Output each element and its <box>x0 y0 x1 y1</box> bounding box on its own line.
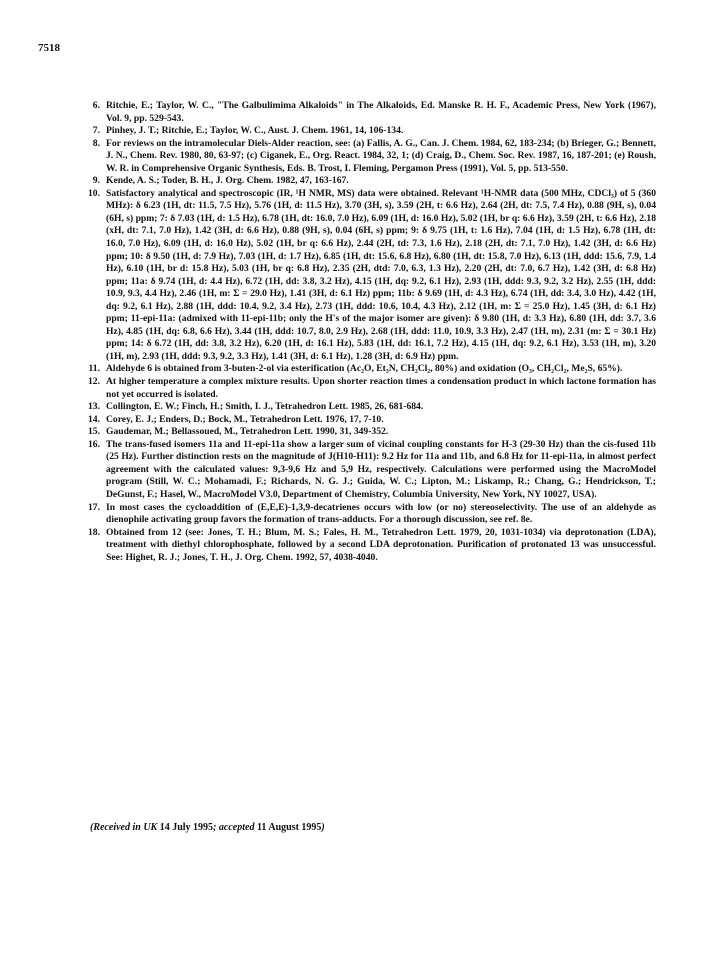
reference-text: Gaudemar, M.; Bellassoued, M., Tetrahedron Lett. 1990, 31, 349-352. <box>106 426 389 438</box>
reference-item <box>82 439 656 502</box>
reference-number: 17. <box>88 501 100 513</box>
reference-item <box>82 125 656 138</box>
reference-item <box>82 502 656 527</box>
reference-number: 14. <box>88 413 100 425</box>
reference-number: 8. <box>92 137 100 149</box>
reference-item <box>82 138 656 176</box>
reference-item <box>82 414 656 427</box>
reference-item <box>82 100 656 125</box>
reference-number: 7. <box>92 125 100 137</box>
reference-number: 10. <box>88 187 100 199</box>
reference-text: Kende, A. S.; Toder, B. H., J. Org. Chem. 1982, 47, 163-167. <box>106 175 349 187</box>
reference-text: Collington, E. W.; Finch, H.; Smith, I. J., Tetrahedron Lett. 1985, 26, 681-684. <box>106 401 424 413</box>
reference-number: 11. <box>88 363 100 375</box>
reference-text: Aldehyde 6 is obtained from 3-buten-2-ol via esterification (Ac₂O, Et₃N, CH₂Cl₂, 80%) and oxidation (O₃, CH₂Cl₂, Me₂S, 65%). <box>106 363 623 375</box>
received-label: Received in UK <box>93 822 158 833</box>
reference-item <box>82 527 656 565</box>
reference-number: 16. <box>88 438 100 450</box>
reference-text: Ritchie, E.; Taylor, W. C., "The Galbulimima Alkaloids" in The Alkaloids, Ed. Manske R. H. F., Academic Press, New York (1967), Vol. 9, pp. 529-543. <box>106 100 656 124</box>
reference-item <box>82 426 656 439</box>
reference-item <box>82 363 656 376</box>
reference-text: In most cases the cycloaddition of (E,E,E)-1,3,9-decatrienes occurs with low (or no) stereoselectivity. The use of an aldehyde as dienophile activating group favors the formation of trans-adducts. For a thorough discussion, see ref. 8e. <box>106 501 656 526</box>
page-number: 7518 <box>38 42 60 54</box>
reference-number: 15. <box>88 426 100 438</box>
reference-number: 12. <box>88 376 100 388</box>
reference-number: 13. <box>88 401 100 413</box>
received-accepted-note: (Received in UK 14 July 1995; accepted 11 August 1995) <box>90 822 325 833</box>
reference-number: 18. <box>88 526 100 538</box>
reference-text: Pinhey, J. T.; Ritchie, E.; Taylor, W. C., Aust. J. Chem. 1961, 14, 106-134. <box>106 125 404 137</box>
reference-number: 6. <box>92 100 100 111</box>
accepted-label: accepted <box>218 822 255 833</box>
reference-text: Satisfactory analytical and spectroscopic (IR, ¹H NMR, MS) data were obtained. Relevant ¹H-NMR data (500 MHz, CDCl₃) of 5 (360 MHz): δ 6.23 (1H, dt: 11.5, 7.5 Hz), 5.76 (1H, d: 11.5 Hz), 3.70 (3H, s), 3.59 (2H, t: 6.6 Hz), 2.64 (2H, dt: 7.5, 7.4 Hz), 0.88 (9H, s), 0.04 (6H, s) ppm; 7: δ 7.03 (1H, d: 1.5 Hz), 6.78 (1H, dt: 16.0, 7.0 Hz), 6.09 (1H, d: 16.0 Hz), 5.02 (1H, br q: 6.6 Hz), 3.59 (2H, t: 6.6 Hz), 2.18 (xH, dt: 7.1, 7.0 Hz), 1.42 (3H, d: 6.6 Hz), 0.88 (9H, s), 0.04 (6H, s) ppm; 9: δ 9.75 (1H, t: 1.6 Hz), 7.04 (1H, d: 1.5 Hz), 6.78 (1H, dt: 16.0, 7.0 Hz), 6.09 (1H, d: 16.0 Hz), 5.02 (1H, br q: 6.6 Hz), 2.44 (2H, td: 7.3, 1.6 Hz), 2.18 (2H, dt: 7.1, 7.0 Hz), 1.42 (3H, d: 6.6 Hz) ppm; 10: δ 9.50 (1H, d: 7.9 Hz), 7.03 (1H, d: 1.7 Hz), 6.85 (1H, dt: 15.6, 6.8 Hz), 6.80 (1H, dt: 15.8, 7.0 Hz), 6.13 (1H, ddd: 15.6, 7.9, 1.4 Hz), 6.10 (1H, br d: 15.8 Hz), 5.03 (1H, br q: 6.8 Hz), 2.35 (2H, dtd: 7.0, 6.3, 1.3 Hz), 2.20 (2H, dt: 7.0, 6.7 Hz), 1.42 (3H, d: 6.8 Hz) ppm; 11a: δ 9.74 (1H, d: 4.4 Hz), 6.72 (1H, dd: 3.8, 3.2 Hz), 4.15 (1H, dq: 9.2, 6.1 Hz), 2.93 (1H, ddd: 9.3, 9.2, 3.2 Hz), 2.55 (1H, ddd: 10.9, 9.3, 4.4 Hz), 2.46 (1H, m: Σ = 29.0 Hz), 1.41 (3H, d: 6.1 Hz) ppm; 11b: δ 9.69 (1H, d: 4.3 Hz), 6.74 (1H, dd: 3.4, 3.0 Hz), 4.42 (1H, dq: 9.2, 6.1 Hz), 2.88 (1H, ddd: 10.4, 9.2, 3.4 Hz), 2.73 (1H, ddd: 10.6, 10.4, 4.3 Hz), 2.12 (1H, m: Σ = 25.0 Hz), 1.45 (3H, d: 6.1 Hz) ppm; 11-epi-11a: (admixed with 11-epi-11b; only the H's of the major isomer are given): δ 9.80 (1H, d: 3.3 Hz), 6.80 (1H, dd: 3.7, 3.6 Hz), 4.85 (1H, dq: 6.8, 6.6 Hz), 3.44 (1H, ddd: 10.7, 8.0, 2.9 Hz), 2.68 (1H, ddd: 11.0, 10.9, 3.3 Hz), 2.47 (1H, m), 2.31 (m: Σ = 30.1 Hz) ppm; 14: δ 6.72 (1H, dd: 3.8, 3.2 Hz), 6.20 (1H, d: 16.1 Hz), 5.83 (1H, dd: 16.1, 7.2 Hz), 4.15 (1H, dq: 9.2, 6.1 Hz), 3.53 (1H, m), 3.20 (1H, m), 2.93 (1H, ddd: 9.3, 9.2, 3.3 Hz), 1.41 (3H, d: 6.1 Hz), 1.28 (3H, d: 6.9 Hz) ppm. <box>106 187 656 362</box>
reference-list <box>82 100 656 564</box>
reference-text: Obtained from 12 (see: Jones, T. H.; Blum, M. S.; Fales, H. M., Tetrahedron Lett. 1979, 20, 1031-1034) via deprotonation (LDA), treatment with diethyl chlorophosphate, followed by a second LDA deprotonation. Purification of protonated 13 was unsuccessful. See: Highet, R. J.; Jones, T. H., J. Org. Chem. 1992, 57, 4038-4040. <box>106 526 656 563</box>
reference-text: At higher temperature a complex mixture results. Upon shorter reaction times a condensation product in which lactone formation has not yet occurred is isolated. <box>106 376 656 400</box>
accepted-date: 11 August 1995 <box>256 822 322 833</box>
reference-number: 9. <box>92 175 100 187</box>
reference-item <box>82 401 656 414</box>
received-date: 14 July 1995 <box>159 822 214 833</box>
reference-item <box>82 175 656 188</box>
reference-item <box>82 188 656 364</box>
reference-text: Corey, E. J.; Enders, D.; Bock, M., Tetrahedron Lett. 1976, 17, 7-10. <box>106 413 384 425</box>
reference-text: For reviews on the intramolecular Diels-Alder reaction, see: (a) Fallis, A. G., Can. J. Chem. 1984, 62, 183-234; (b) Brieger, G.; Bennett, J. N., Chem. Rev. 1980, 80, 63-97; (c) Ciganek, E., Org. React. 1984, 32, 1; (d) Craig, D., Chem. Soc. Rev. 1987, 16, 187-201; (e) Roush, W. R. in Comprehensive Organic Synthesis, Eds. B. Trost, I. Fleming, Pergamon Press (1991), Vol. 5, pp. 513-550. <box>106 137 656 174</box>
reference-item <box>82 376 656 401</box>
reference-text: The trans-fused isomers 11a and 11-epi-11a show a larger sum of vicinal coupling constants for H-3 (29-30 Hz) than the cis-fused 11b (25 Hz). Further distinction rests on the magnitude of J(H10-H11): 9.2 Hz for 11a and 11b, and 6.8 Hz for 11-epi-11a, in almost perfect agreement with the calculated values: 9,3-9,6 Hz and 5,9 Hz, respectively. Calculations were performed using the MacroModel program (Still, W. C.; Mohamadi, F.; Richards, N. G. J.; Guida, W. C.; Lipton, M.; Liskamp, R.; Chang, G.; Hendrickson, T.; DeGunst, F.; Hasel, W., MacroModel V3.0, Department of Chemistry, Columbia University, New York, NY 10027, USA). <box>106 438 656 500</box>
